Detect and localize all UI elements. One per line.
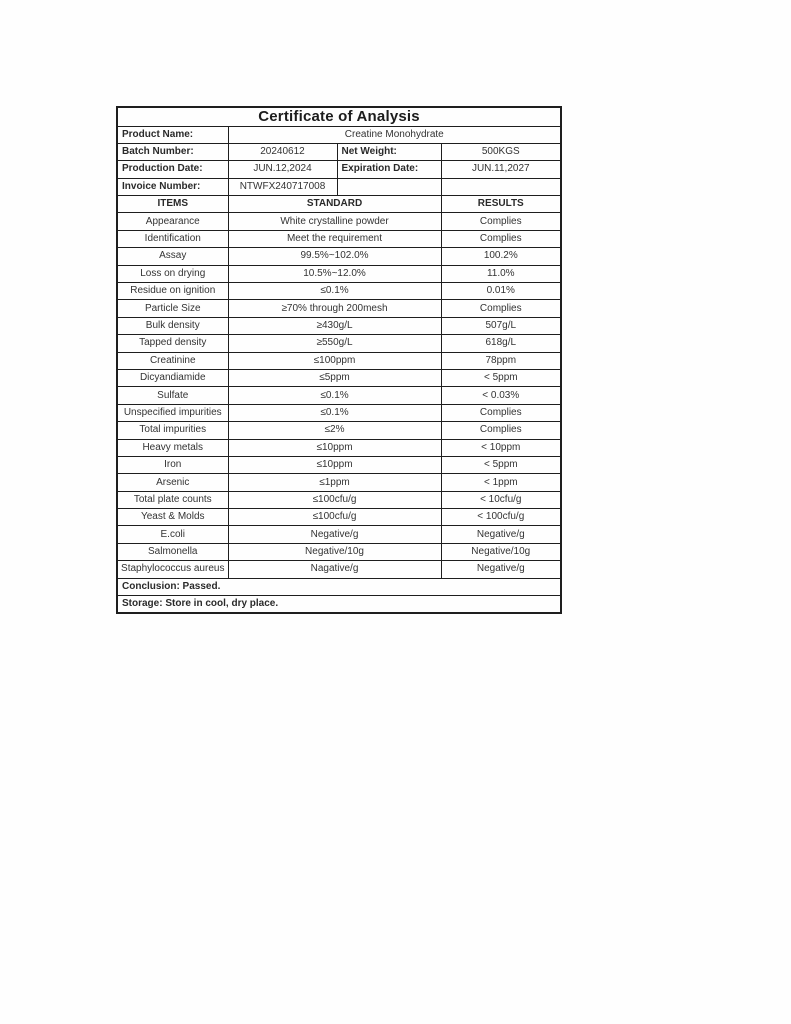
standard-cell: White crystalline powder: [228, 213, 441, 230]
result-cell: < 5ppm: [441, 369, 561, 386]
standard-cell: ≤0.1%: [228, 404, 441, 421]
table-row: [117, 491, 561, 508]
table-row: [117, 474, 561, 491]
production-date-value: JUN.12,2024: [228, 161, 337, 178]
table-row: [117, 213, 561, 230]
production-date-label: Production Date:: [117, 161, 228, 178]
result-cell: < 10cfu/g: [441, 491, 561, 508]
items-column-header: ITEMS: [117, 196, 228, 213]
item-cell: Residue on ignition: [117, 283, 228, 300]
item-cell: Total plate counts: [117, 491, 228, 508]
result-cell: Complies: [441, 213, 561, 230]
standard-cell: ≤1ppm: [228, 474, 441, 491]
result-cell: 11.0%: [441, 265, 561, 282]
table-row: [117, 265, 561, 282]
result-cell: Negative/g: [441, 526, 561, 543]
result-cell: Complies: [441, 230, 561, 247]
table-row: [117, 387, 561, 404]
item-cell: Unspecified impurities: [117, 404, 228, 421]
storage-text: Storage: Store in cool, dry place.: [117, 596, 561, 613]
result-cell: 618g/L: [441, 335, 561, 352]
item-cell: Particle Size: [117, 300, 228, 317]
table-row: [117, 248, 561, 265]
net-weight-value: 500KGS: [441, 143, 561, 160]
product-name-label: Product Name:: [117, 126, 228, 143]
item-cell: Identification: [117, 230, 228, 247]
result-cell: < 5ppm: [441, 456, 561, 473]
result-cell: 0.01%: [441, 283, 561, 300]
item-cell: Creatinine: [117, 352, 228, 369]
expiration-date-value: JUN.11,2027: [441, 161, 561, 178]
item-cell: Assay: [117, 248, 228, 265]
item-cell: Dicyandiamide: [117, 369, 228, 386]
conclusion-text: Conclusion: Passed.: [117, 578, 561, 595]
standard-cell: ≤100cfu/g: [228, 509, 441, 526]
coa-table: [116, 106, 562, 614]
invoice-number-label: Invoice Number:: [117, 178, 228, 195]
empty-cell: [337, 178, 441, 195]
table-row: [117, 404, 561, 421]
standard-cell: ≤0.1%: [228, 387, 441, 404]
result-cell: < 10ppm: [441, 439, 561, 456]
table-row: [117, 335, 561, 352]
standard-cell: Negative/10g: [228, 543, 441, 560]
item-cell: E.coli: [117, 526, 228, 543]
result-cell: < 0.03%: [441, 387, 561, 404]
item-cell: Iron: [117, 456, 228, 473]
item-cell: Heavy metals: [117, 439, 228, 456]
standard-cell: ≥430g/L: [228, 317, 441, 334]
table-row: [117, 283, 561, 300]
standard-cell: ≤10ppm: [228, 456, 441, 473]
standard-cell: ≥550g/L: [228, 335, 441, 352]
result-cell: Complies: [441, 422, 561, 439]
table-row: [117, 230, 561, 247]
table-row: [117, 352, 561, 369]
item-cell: Yeast & Molds: [117, 509, 228, 526]
standard-cell: ≤5ppm: [228, 369, 441, 386]
standard-cell: Nagative/g: [228, 561, 441, 578]
standard-cell: ≤2%: [228, 422, 441, 439]
item-cell: Sulfate: [117, 387, 228, 404]
standard-cell: ≤10ppm: [228, 439, 441, 456]
batch-netweight-row: [117, 143, 561, 160]
standard-cell: ≤100ppm: [228, 352, 441, 369]
table-row: [117, 317, 561, 334]
batch-number-value: 20240612: [228, 143, 337, 160]
table-row: [117, 422, 561, 439]
column-header-row: [117, 196, 561, 213]
batch-number-label: Batch Number:: [117, 143, 228, 160]
item-cell: Staphylococcus aureus: [117, 561, 228, 578]
standard-cell: Negative/g: [228, 526, 441, 543]
invoice-number-value: NTWFX240717008: [228, 178, 337, 195]
result-cell: Complies: [441, 300, 561, 317]
empty-cell: [441, 178, 561, 195]
table-row: [117, 439, 561, 456]
dates-row: [117, 161, 561, 178]
conclusion-row: [117, 578, 561, 595]
invoice-row: [117, 178, 561, 195]
standard-cell: Meet the requirement: [228, 230, 441, 247]
item-cell: Total impurities: [117, 422, 228, 439]
result-cell: 100.2%: [441, 248, 561, 265]
standard-cell: ≤100cfu/g: [228, 491, 441, 508]
storage-row: [117, 596, 561, 613]
item-cell: Appearance: [117, 213, 228, 230]
result-cell: Negative/10g: [441, 543, 561, 560]
item-cell: Bulk density: [117, 317, 228, 334]
item-cell: Loss on drying: [117, 265, 228, 282]
result-cell: < 100cfu/g: [441, 509, 561, 526]
table-row: [117, 456, 561, 473]
table-row: [117, 300, 561, 317]
standard-cell: ≤0.1%: [228, 283, 441, 300]
table-row: [117, 543, 561, 560]
item-cell: Salmonella: [117, 543, 228, 560]
result-cell: < 1ppm: [441, 474, 561, 491]
result-cell: 78ppm: [441, 352, 561, 369]
table-row: [117, 561, 561, 578]
product-name-value: Creatine Monohydrate: [228, 126, 561, 143]
item-cell: Tapped density: [117, 335, 228, 352]
expiration-date-label: Expiration Date:: [337, 161, 441, 178]
page-title: Certificate of Analysis: [117, 107, 561, 126]
result-cell: 507g/L: [441, 317, 561, 334]
title-row: [117, 107, 561, 126]
product-name-row: [117, 126, 561, 143]
item-cell: Arsenic: [117, 474, 228, 491]
standard-cell: ≥70% through 200mesh: [228, 300, 441, 317]
table-row: [117, 526, 561, 543]
result-cell: Complies: [441, 404, 561, 421]
standard-column-header: STANDARD: [228, 196, 441, 213]
standard-cell: 99.5%~102.0%: [228, 248, 441, 265]
table-row: [117, 369, 561, 386]
table-row: [117, 509, 561, 526]
standard-cell: 10.5%~12.0%: [228, 265, 441, 282]
net-weight-label: Net Weight:: [337, 143, 441, 160]
results-column-header: RESULTS: [441, 196, 561, 213]
result-cell: Negative/g: [441, 561, 561, 578]
